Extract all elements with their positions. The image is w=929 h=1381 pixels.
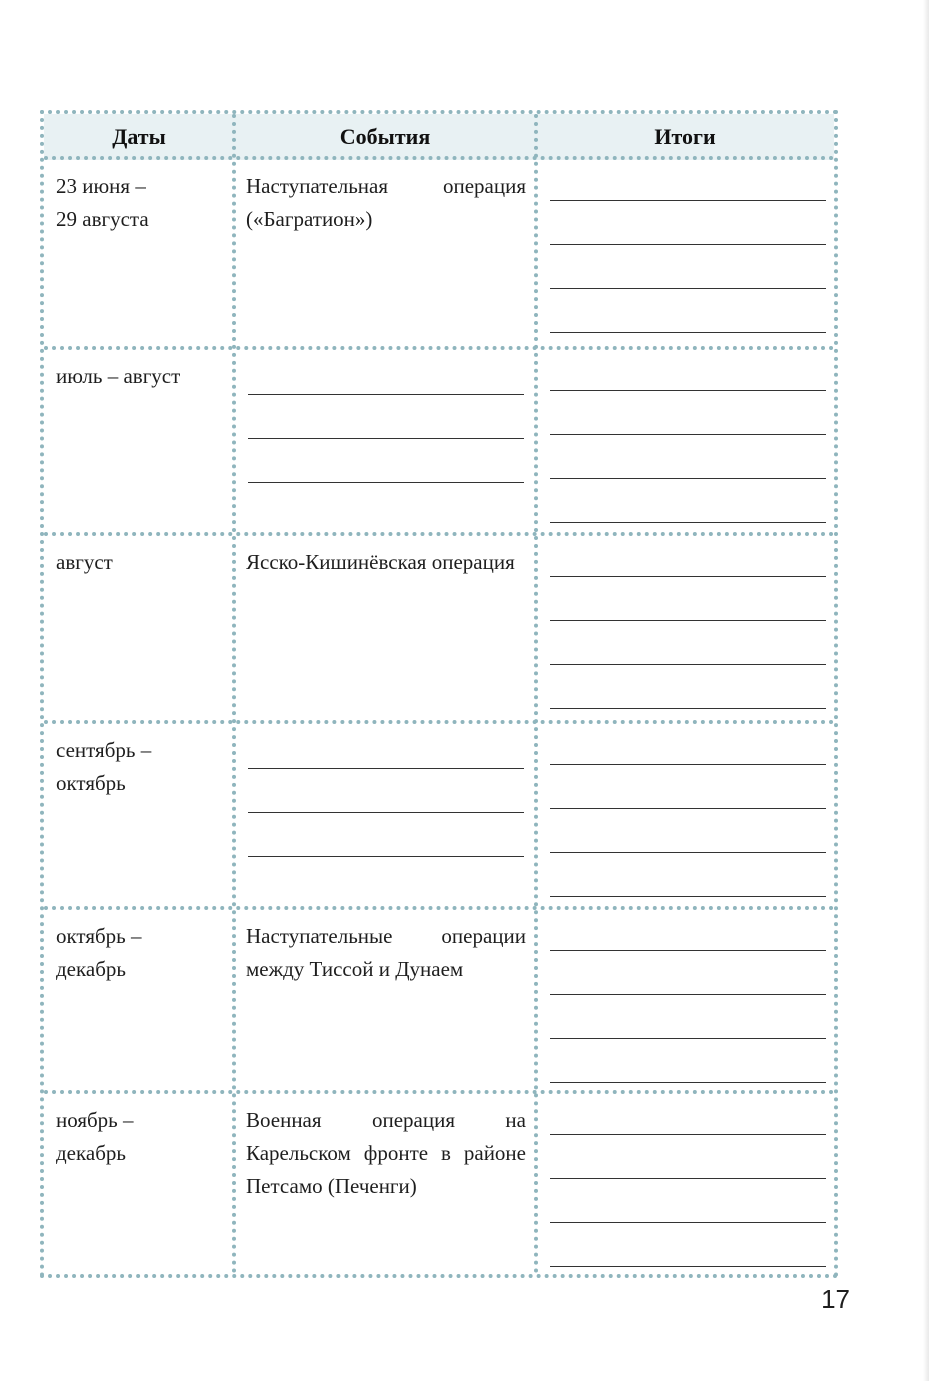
table-row xyxy=(44,346,834,532)
event-cell: Ясско-Кишинёвская операция xyxy=(246,550,515,574)
result-answer-line[interactable] xyxy=(550,1082,826,1083)
result-answer-line[interactable] xyxy=(550,478,826,479)
date-cell: июль – август xyxy=(56,364,181,388)
page-number: 17 xyxy=(821,1284,850,1314)
event-answer-line[interactable] xyxy=(248,482,524,483)
table-row xyxy=(44,720,834,906)
result-answer-line[interactable] xyxy=(550,808,826,809)
table-row xyxy=(44,160,834,346)
result-answer-line[interactable] xyxy=(550,708,826,709)
result-answer-line[interactable] xyxy=(550,434,826,435)
date-cell: август xyxy=(56,550,113,574)
result-answer-line[interactable] xyxy=(550,1266,826,1267)
table-row xyxy=(44,906,834,1090)
event-cell: Военная операция на Карельском фронте в районе Петсамо (Печенги) xyxy=(246,1108,526,1198)
result-answer-line[interactable] xyxy=(550,764,826,765)
result-answer-line[interactable] xyxy=(550,390,826,391)
result-answer-line[interactable] xyxy=(550,522,826,523)
result-answer-line[interactable] xyxy=(550,1222,826,1223)
event-cell: Наступательные операции между Тиссой и Дунаем xyxy=(246,924,526,981)
result-answer-line[interactable] xyxy=(550,896,826,897)
result-answer-line[interactable] xyxy=(550,664,826,665)
result-answer-line[interactable] xyxy=(550,994,826,995)
table-row xyxy=(44,532,834,720)
result-answer-line[interactable] xyxy=(550,852,826,853)
header-events: События xyxy=(339,124,431,149)
table-header-row xyxy=(44,114,834,160)
result-answer-line[interactable] xyxy=(550,950,826,951)
page-edge-shadow xyxy=(923,0,929,1381)
event-cell: Наступательная операция («Багратион») xyxy=(246,174,526,231)
date-cell: 23 июня – 29 августа xyxy=(56,174,149,231)
result-answer-line[interactable] xyxy=(550,1134,826,1135)
result-answer-line[interactable] xyxy=(550,200,826,201)
date-cell: ноябрь – декабрь xyxy=(56,1108,134,1165)
result-answer-line[interactable] xyxy=(550,576,826,577)
result-answer-line[interactable] xyxy=(550,1038,826,1039)
event-answer-line[interactable] xyxy=(248,812,524,813)
result-answer-line[interactable] xyxy=(550,332,826,333)
history-table xyxy=(40,110,838,1278)
table-row xyxy=(44,1090,834,1274)
event-answer-line[interactable] xyxy=(248,856,524,857)
result-answer-line[interactable] xyxy=(550,288,826,289)
header-results: Итоги xyxy=(654,124,716,149)
result-answer-line[interactable] xyxy=(550,620,826,621)
result-answer-line[interactable] xyxy=(550,1178,826,1179)
event-answer-line[interactable] xyxy=(248,768,524,769)
date-cell: октябрь – декабрь xyxy=(56,924,142,981)
event-answer-line[interactable] xyxy=(248,394,524,395)
event-answer-line[interactable] xyxy=(248,438,524,439)
date-cell: сентябрь – октябрь xyxy=(56,738,152,795)
header-dates: Даты xyxy=(112,124,166,149)
result-answer-line[interactable] xyxy=(550,244,826,245)
